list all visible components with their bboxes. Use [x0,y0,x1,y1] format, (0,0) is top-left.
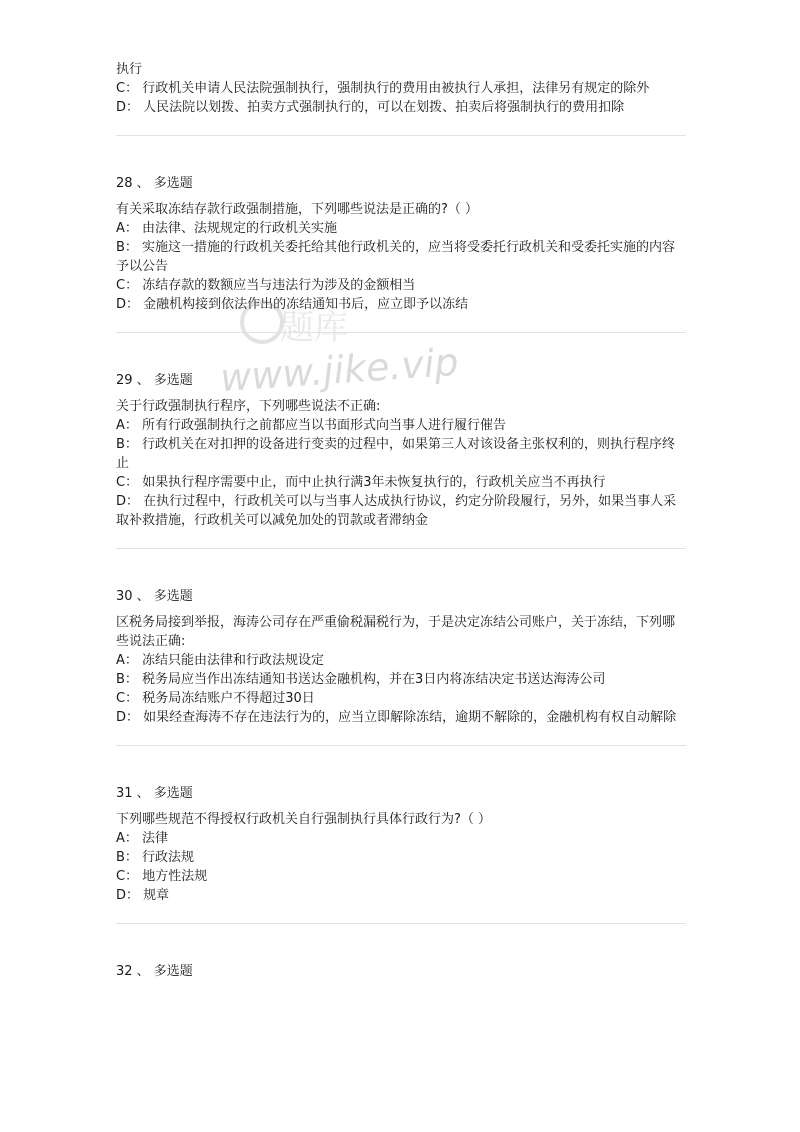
question-header: 32 、 多选题 [116,964,193,979]
option-a: A： 冻结只能由法律和行政法规设定 [116,653,325,668]
option-c: C： 税务局冻结账户不得超过30日 [116,691,315,706]
continuation-line: 执行 [116,62,143,77]
question-header: 30 、 多选题 [116,589,193,604]
question-header: 28 、 多选题 [116,176,193,191]
question-stem: 有关采取冻结存款行政强制措施，下列哪些说法是正确的?（ ） [116,202,479,217]
option-d: D： 在执行过程中，行政机关可以与当事人达成执行协议，约定分阶段履行，另外，如果当事人采取补救措施，行政机关可以减免加处的罚款或者滞纳金 [116,494,677,528]
option-b: B： 行政机关在对扣押的设备进行变卖的过程中，如果第三人对该设备主张权利的，则执行程序终止 [116,437,676,471]
option-b: B： 税务局应当作出冻结通知书送达金融机构，并在3日内将冻结决定书送达海涛公司 [116,672,606,687]
document-page [116,60,686,988]
option-d: D： 金融机构接到依法作出的冻结通知书后，应立即予以冻结 [116,297,469,312]
previous-question-continuation [116,60,686,117]
question-29 [116,371,686,530]
option-c: C： 地方性法规 [116,869,208,884]
option-d: D： 如果经查海涛不存在违法行为的，应当立即解除冻结，逾期不解除的，金融机构有权自动解除 [116,710,677,725]
option-b: B： 实施这一措施的行政机关委托给其他行政机关的，应当将受委托行政机关和受委托实施的内容予以公告 [116,240,676,274]
watermark-cn: 题库 [280,308,348,348]
option-b: B： 行政法规 [116,850,195,865]
option-c: C： 冻结存款的数额应当与违法行为涉及的金额相当 [116,278,416,293]
question-28 [116,174,686,314]
option-c: C： 行政机关申请人民法院强制执行，强制执行的费用由被执行人承担，法律另有规定的除外 [116,81,650,96]
question-stem: 区税务局接到举报，海涛公司存在严重偷税漏税行为，于是决定冻结公司账户，关于冻结，下列哪些说法正确: [116,615,676,649]
question-stem: 下列哪些规范不得授权行政机关自行强制执行具体行政行为?（ ） [116,812,492,827]
question-32 [116,962,686,981]
question-header: 29 、 多选题 [116,373,193,388]
option-c: C： 如果执行程序需要中止，而中止执行满3年未恢复执行的，行政机关应当不再执行 [116,475,606,490]
question-30 [116,587,686,727]
option-d: D： 规章 [116,888,170,903]
question-31 [116,784,686,905]
question-stem: 关于行政强制执行程序，下列哪些说法不正确: [116,399,381,414]
option-a: A： 由法律、法规规定的行政机关实施 [116,221,338,236]
option-a: A： 法律 [116,831,169,846]
option-d: D： 人民法院以划拨、拍卖方式强制执行的，可以在划拨、拍卖后将强制执行的费用扣除 [116,100,625,115]
watermark-text: www.jike.vip [218,339,460,401]
option-a: A： 所有行政强制执行之前都应当以书面形式向当事人进行履行催告 [116,418,507,433]
question-header: 31 、 多选题 [116,786,193,801]
